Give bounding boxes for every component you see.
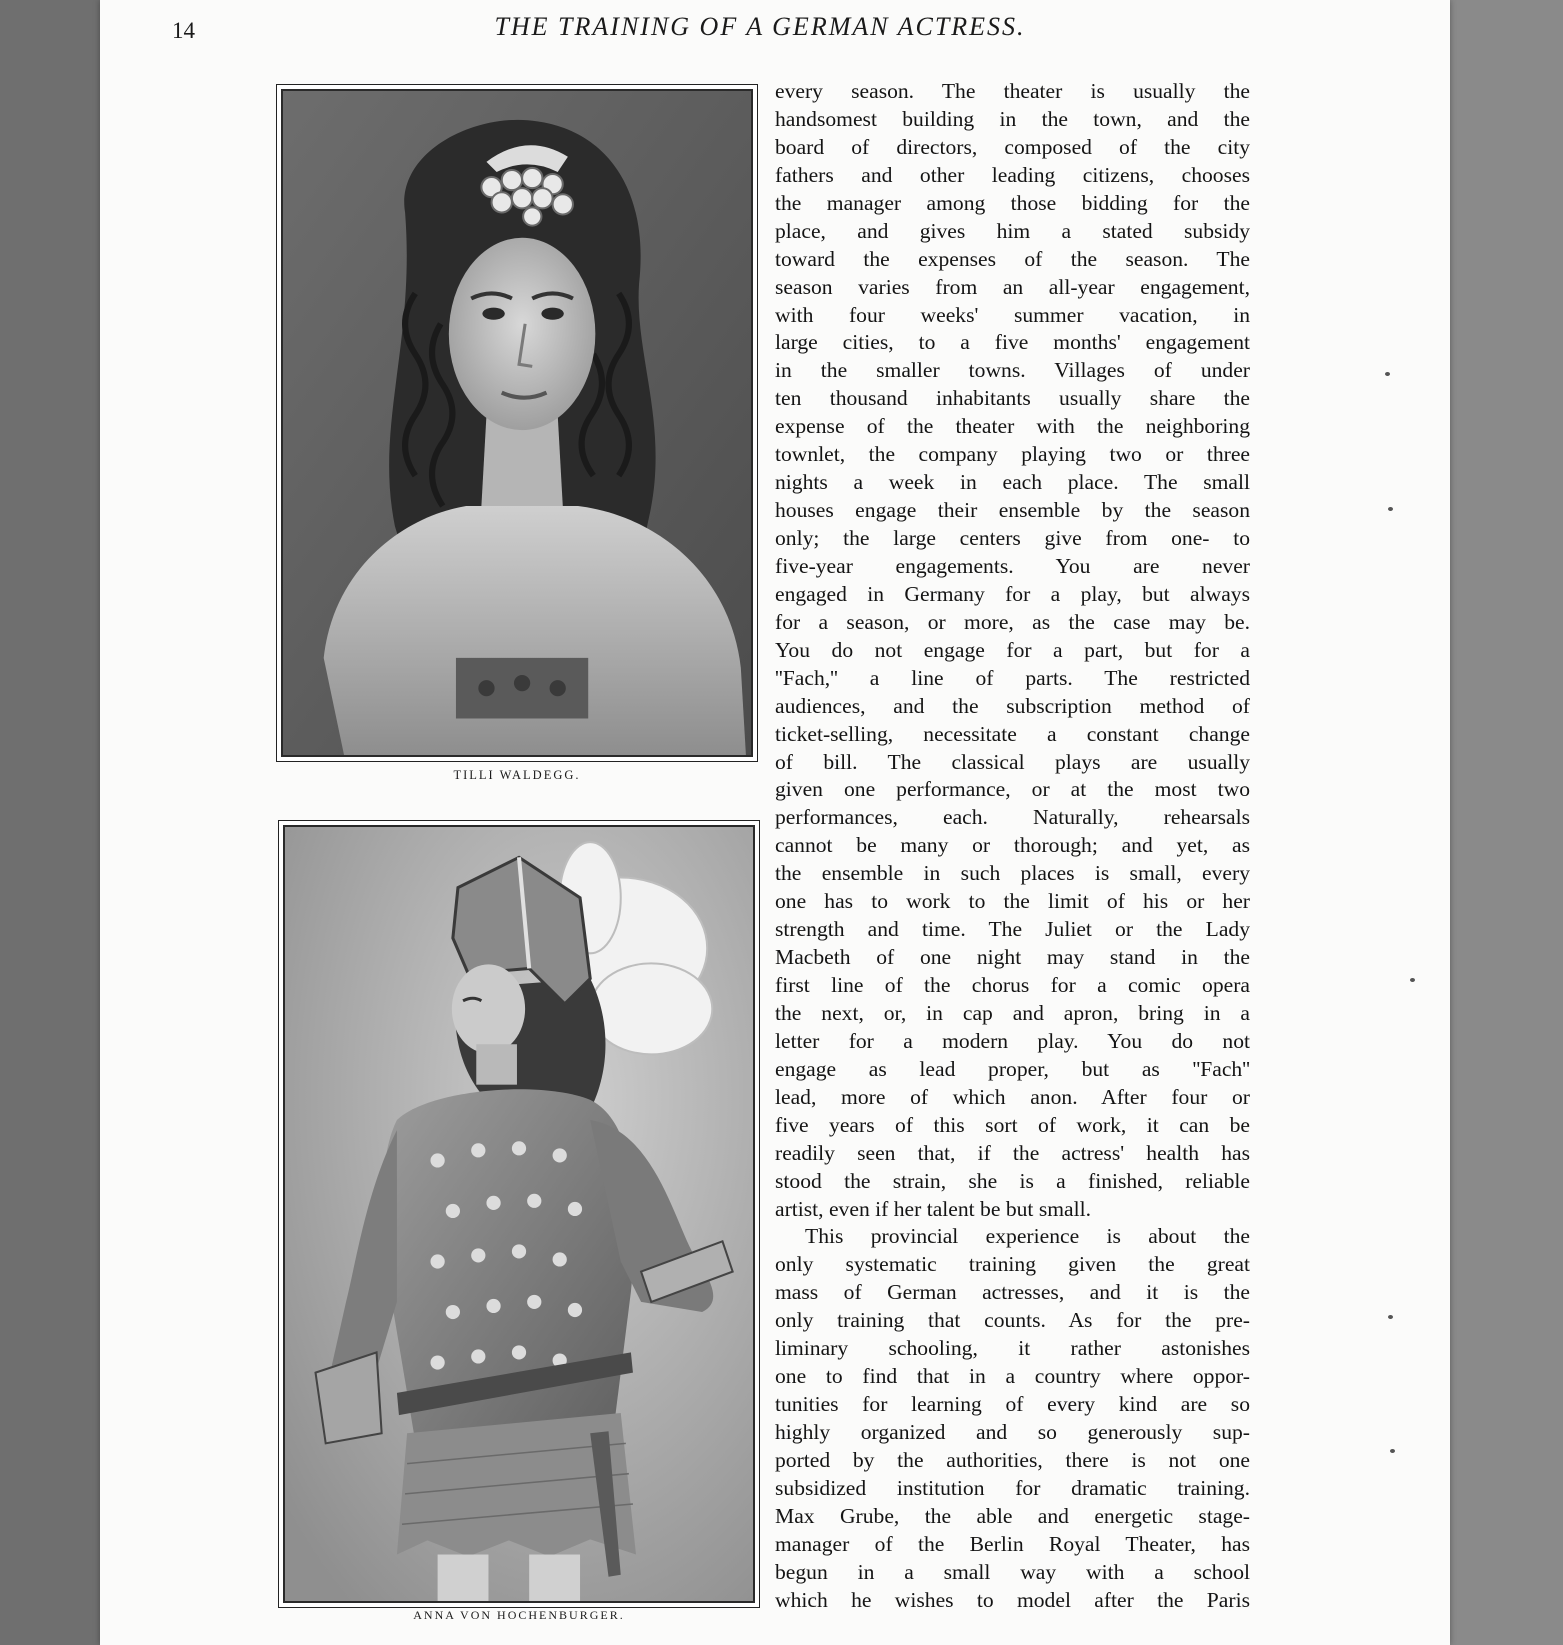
text-line: board of directors, composed of the city	[775, 134, 1250, 159]
text-line: season varies from an all-year engagement,	[775, 274, 1250, 299]
text-line: given one performance, or at the most two	[775, 777, 1250, 802]
article-text-column	[775, 78, 1250, 1615]
text-line: ten thousand inhabitants usually share the	[775, 386, 1250, 411]
photo-frame	[281, 89, 753, 757]
text-line: Macbeth of one night may stand in the	[775, 945, 1250, 970]
text-line: place, and gives him a stated subsidy	[775, 218, 1250, 243]
text-line: only systematic training given the great	[775, 1252, 1250, 1277]
text-line: engage as lead proper, but as ''Fach''	[775, 1056, 1250, 1081]
text-line: five years of this sort of work, it can be	[775, 1112, 1250, 1137]
text-line: tunities for learning of every kind are so	[775, 1392, 1250, 1417]
photo-frame	[283, 825, 755, 1603]
text-line: handsomest building in the town, and the	[775, 106, 1250, 131]
text-line: only; the large centers give from one- to	[775, 526, 1250, 550]
text-line: of bill. The classical plays are usually	[775, 749, 1250, 774]
text-line: letter for a modern play. You do not	[775, 1028, 1250, 1053]
scan-speck	[1410, 978, 1415, 982]
text-line: liminary schooling, it rather astonishes	[775, 1336, 1250, 1361]
text-line: stood the strain, she is a finished, reliable	[775, 1168, 1250, 1193]
text-line: performances, each. Naturally, rehearsals	[775, 805, 1250, 830]
portrait-photo-anna-von-hochenburger	[278, 820, 760, 1608]
portrait-illustration	[283, 91, 751, 755]
scan-background-left	[0, 0, 100, 1645]
text-line: subsidized institution for dramatic training.	[775, 1475, 1250, 1500]
text-line: with four weeks' summer vacation, in	[775, 302, 1250, 327]
text-line: houses engage their ensemble by the season	[775, 498, 1250, 523]
text-line: in the smaller towns. Villages of under	[775, 358, 1250, 383]
text-line: artist, even if her talent be but small.	[775, 1196, 1092, 1221]
scan-speck	[1388, 507, 1393, 511]
text-line: one has to work to the limit of his or her	[775, 889, 1250, 914]
text-line: mass of German actresses, and it is the	[775, 1280, 1250, 1305]
text-line: the next, or, in cap and apron, bring in a	[775, 1000, 1250, 1025]
text-line: one to find that in a country where oppor-	[775, 1364, 1250, 1389]
text-line: first line of the chorus for a comic opera	[775, 973, 1250, 997]
text-line: the manager among those bidding for the	[775, 190, 1250, 215]
text-line: You do not engage for a part, but for a	[775, 637, 1250, 662]
text-line: strength and time. The Juliet or the Lady	[775, 917, 1250, 942]
text-line: townlet, the company playing two or three	[775, 442, 1250, 467]
text-line: toward the expenses of the season. The	[775, 246, 1250, 271]
text-line: manager of the Berlin Royal Theater, has	[775, 1531, 1250, 1556]
text-line: five-year engagements. You are never	[775, 553, 1250, 578]
text-line: for a season, or more, as the case may be.	[775, 609, 1250, 634]
text-line: ticket-selling, necessitate a constant change	[775, 721, 1250, 746]
portrait-photo-tilli-waldegg	[276, 84, 758, 762]
scan-background-right	[1450, 0, 1563, 1645]
text-line: Max Grube, the able and energetic stage-	[775, 1503, 1250, 1528]
armour-costume-illustration	[285, 827, 753, 1601]
text-line: ''Fach,'' a line of parts. The restricted	[775, 665, 1250, 690]
scan-speck	[1385, 372, 1390, 376]
text-line: cannot be many or thorough; and yet, as	[775, 833, 1250, 858]
page-number: 14	[172, 18, 195, 43]
text-line: only training that counts. As for the pre-	[775, 1308, 1250, 1333]
text-line: engaged in Germany for a play, but always	[775, 581, 1250, 606]
text-line: the ensemble in such places is small, every	[775, 861, 1250, 886]
running-title: THE TRAINING OF A GERMAN ACTRESS.	[494, 12, 1026, 41]
text-line: audiences, and the subscription method of	[775, 693, 1250, 718]
text-line: fathers and other leading citizens, chooses	[775, 162, 1250, 187]
text-line: highly organized and so generously sup-	[775, 1420, 1250, 1444]
text-line: begun in a small way with a school	[775, 1559, 1250, 1584]
scan-speck	[1390, 1449, 1395, 1453]
scan-speck	[1388, 1315, 1393, 1319]
text-line: large cities, to a five months' engagement	[775, 330, 1250, 355]
text-line: readily seen that, if the actress' health has	[775, 1140, 1250, 1165]
text-line: lead, more of which anon. After four or	[775, 1084, 1250, 1109]
figure-caption: ANNA VON HOCHENBURGER.	[413, 1608, 625, 1622]
figure-caption: TILLI WALDEGG.	[453, 768, 581, 782]
text-line: every season. The theater is usually the	[775, 79, 1250, 103]
text-line: which he wishes to model after the Paris	[775, 1587, 1250, 1612]
text-line: ported by the authorities, there is not one	[775, 1447, 1250, 1472]
text-line: nights a week in each place. The small	[775, 470, 1250, 495]
text-line: expense of the theater with the neighboring	[775, 414, 1250, 439]
text-line: This provincial experience is about the	[805, 1224, 1250, 1249]
